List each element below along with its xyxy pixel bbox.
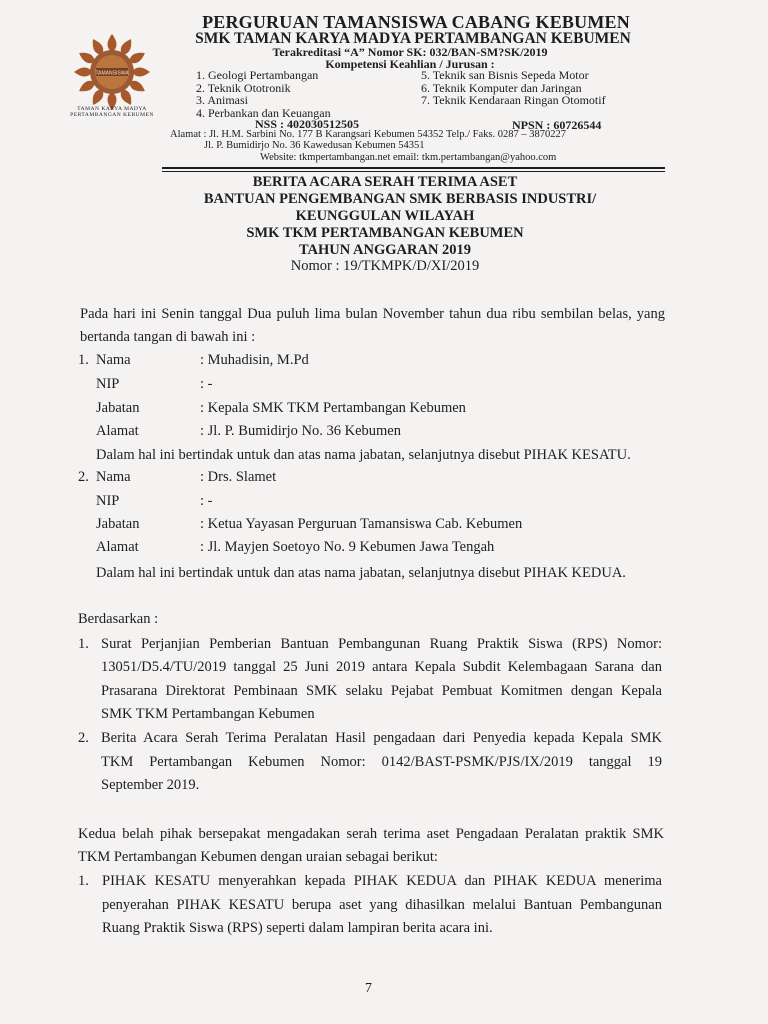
list-number: 1. [78,873,89,889]
party-number: 2. [78,469,89,485]
field-label: Jabatan [96,400,140,416]
field-value: : Kepala SMK TKM Pertambangan Kebumen [200,400,466,416]
field-value: : Drs. Slamet [200,469,277,485]
list-line: Ruang Praktik Siswa (RPS) seperti dalam lampiran berita acara ini. [102,920,493,936]
address-line: Jl. P. Bumidirjo No. 36 Kawedusan Kebumen 54351 [204,140,425,151]
field-value: : Ketua Yayasan Perguruan Tamansiswa Cab. Kebumen [200,516,523,532]
agreement-line: Kedua belah pihak bersepakat mengadakan serah terima aset Pengadaan Peralatan praktik SMK [78,826,664,842]
field-label: Nama [96,469,131,485]
accreditation: Terakreditasi “A” Nomor SK: 032/BAN-SM?SK/2019 [272,45,548,59]
program-item: 4. Perbankan dan Keuangan [196,105,331,120]
address-line: Alamat : Jl. H.M. Sarbini No. 177 B Karangsari Kebumen 54352 Telp./ Faks. 0287 – 3870227 [170,129,566,140]
list-line: TKM Pertambangan Kebumen Nomor: 0142/BAST-PSMK/PJS/IX/2019 tanggal 19 [101,754,662,770]
list-line: PIHAK KESATU menyerahkan kepada PIHAK KEDUA dan PIHAK KEDUA menerima [102,873,662,889]
school-logo-icon [66,32,158,112]
programs-left [196,69,331,119]
doc-title: BERITA ACARA SERAH TERIMA ASET [252,174,518,190]
header-rule [162,167,665,169]
doc-title: TAHUN ANGGARAN 2019 [298,242,472,258]
page-number: 7 [365,981,372,996]
list-line: Berita Acara Serah Terima Peralatan Hasil pengadaan dari Penyedia kepada Kepala SMK [101,730,662,746]
program-item: 1. Geologi Pertambangan [196,68,319,82]
logo-caption: TAMAN KARYA MADYA PERTAMBANGAN KEBUMEN [70,106,154,118]
list-line: SMK TKM Pertambangan Kebumen [101,706,315,722]
program-item: 5. Teknik san Bisnis Sepeda Motor [421,68,589,82]
program-item: 3. Animasi [196,93,249,107]
doc-title: KEUNGGULAN WILAYAH [295,208,475,224]
doc-number: Nomor : 19/TKMPK/D/XI/2019 [290,258,480,274]
party-statement: Dalam hal ini bertindak untuk dan atas nama jabatan, selanjutnya disebut PIHAK KESATU. [96,447,631,463]
basis-heading: Berdasarkan : [78,611,159,627]
intro-line: Pada hari ini Senin tanggal Dua puluh lima bulan November tahun dua ribu sembilan belas, yang [80,306,665,322]
doc-title: SMK TKM PERTAMBANGAN KEBUMEN [246,225,524,241]
field-value: : Jl. Mayjen Soetoyo No. 9 Kebumen Jawa Tengah [200,539,495,555]
field-label: Alamat [96,539,139,555]
field-value: : - [200,376,213,392]
list-line: penyerahan PIHAK KESATU berupa aset yang dihasilkan melalui Bantuan Pembangunan [102,897,662,913]
party-statement: Dalam hal ini bertindak untuk dan atas nama jabatan, selanjutnya disebut PIHAK KEDUA. [96,565,626,581]
list-number: 1. [78,636,89,652]
list-line: September 2019. [101,777,200,793]
logo-text: TAMANSISWA [95,70,129,77]
list-line: Prasarana Direktorat Pembinaan SMK selaku Pejabat Pembuat Komitmen dengan Kepala [101,683,662,699]
list-line: Surat Perjanjian Pemberian Bantuan Pembangunan Ruang Praktik Siswa (RPS) Nomor: [101,636,662,652]
institution-name: PERGURUAN TAMANSISWA CABANG KEBUMEN [202,12,630,32]
field-label: NIP [96,493,120,509]
field-label: NIP [96,376,120,392]
field-value: : - [200,493,213,509]
school-name: SMK TAMAN KARYA MADYA PERTAMBANGAN KEBUMEN [195,30,631,47]
program-item: 2. Teknik Ototronik [196,80,291,95]
doc-title: BANTUAN PENGEMBANGAN SMK BERBASIS INDUSTRI/ [203,191,597,207]
competency-heading: Kompetensi Keahlian / Jurusan : [325,57,495,71]
program-item: 7. Teknik Kendaraan Ringan Otomotif [421,93,606,107]
program-item: 6. Teknik Komputer dan Jaringan [421,80,582,95]
list-line: 13051/D5.4/TU/2019 tanggal 25 Juni 2019 antara Kepala Subdit Kelembagaan Sarana dan [101,659,662,675]
website-email: Website: tkmpertambangan.net email: tkm.pertambangan@yahoo.com [260,152,557,163]
list-number: 2. [78,730,89,746]
field-value: : Muhadisin, M.Pd [200,352,309,368]
party-number: 1. [78,352,89,368]
field-label: Jabatan [96,516,140,532]
header-rule-thin [162,171,665,172]
field-label: Nama [96,352,131,368]
nss-number: NSS : 402030512505 [255,117,360,131]
field-label: Alamat [96,423,139,439]
programs-right [421,69,606,107]
agreement-line: TKM Pertambangan Kebumen dengan uraian sebagai berikut: [78,849,438,865]
npsn-number: NPSN : 60726544 [512,118,602,132]
intro-line: bertanda tangan di bawah ini : [80,329,256,345]
field-value: : Jl. P. Bumidirjo No. 36 Kebumen [200,423,401,439]
